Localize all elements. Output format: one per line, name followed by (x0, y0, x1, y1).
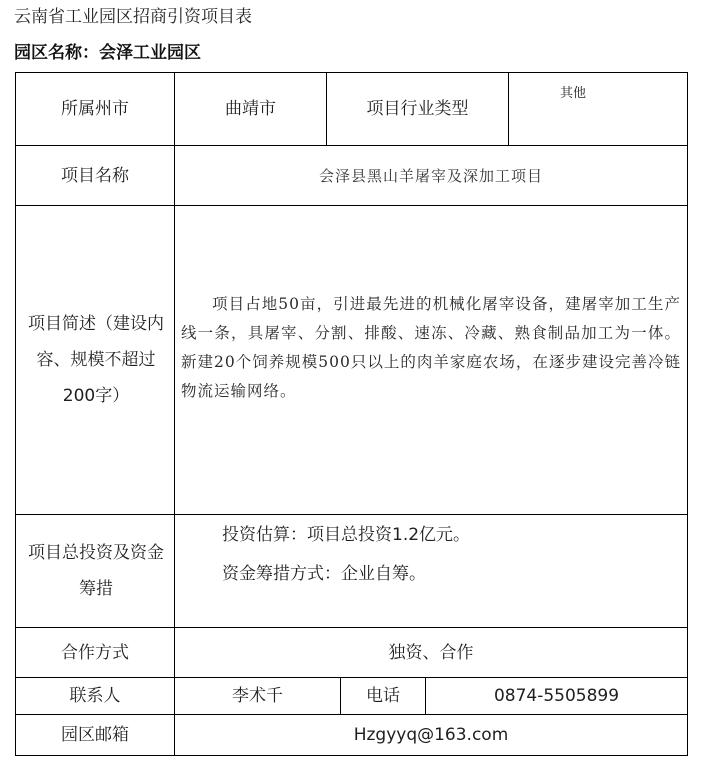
project-name-label: 项目名称 (61, 165, 129, 186)
phone-label: 电话 (366, 686, 400, 706)
park-name-value: 会泽工业园区 (99, 43, 201, 63)
cooperation-label: 合作方式 (61, 642, 129, 663)
park-name-line (14, 42, 201, 64)
project-summary-text: 项目占地50亩，引进最先进的机械化屠宰设备，建屠宰加工生产线一条，具屠宰、分割、排酸、速冻、冷藏、熟食制品加工为一体。新建20个饲养规模500只以上的肉羊家庭农场，在逐步建设完善冷链物流运输网络。 (181, 295, 681, 400)
prefecture-value: 曲靖市 (225, 99, 276, 119)
project-summary-label: 项目简述（建设内容、规模不超过200字） (28, 314, 164, 406)
contact-value: 李术千 (232, 686, 283, 706)
investment-estimate: 投资估算：项目总投资1.2亿元。 (222, 525, 471, 545)
document-title: 云南省工业园区招商引资项目表 (14, 7, 252, 27)
email-label: 园区邮箱 (61, 725, 129, 745)
funding-method: 资金筹措方式：企业自筹。 (222, 564, 426, 584)
investment-label: 项目总投资及资金筹措 (28, 543, 164, 599)
email-value[interactable]: Hzgyyq@163.com (353, 725, 509, 745)
cooperation-value: 独资、合作 (388, 642, 474, 663)
industry-type-label: 项目行业类型 (366, 99, 469, 119)
contact-label: 联系人 (69, 686, 121, 706)
park-name-label: 园区名称： (14, 43, 99, 63)
project-name-value: 会泽县黑山羊屠宰及深加工项目 (318, 166, 543, 185)
phone-value: 0874-5505899 (493, 686, 620, 706)
industry-type-value: 其他 (559, 86, 586, 101)
prefecture-label: 所属州市 (61, 99, 129, 119)
